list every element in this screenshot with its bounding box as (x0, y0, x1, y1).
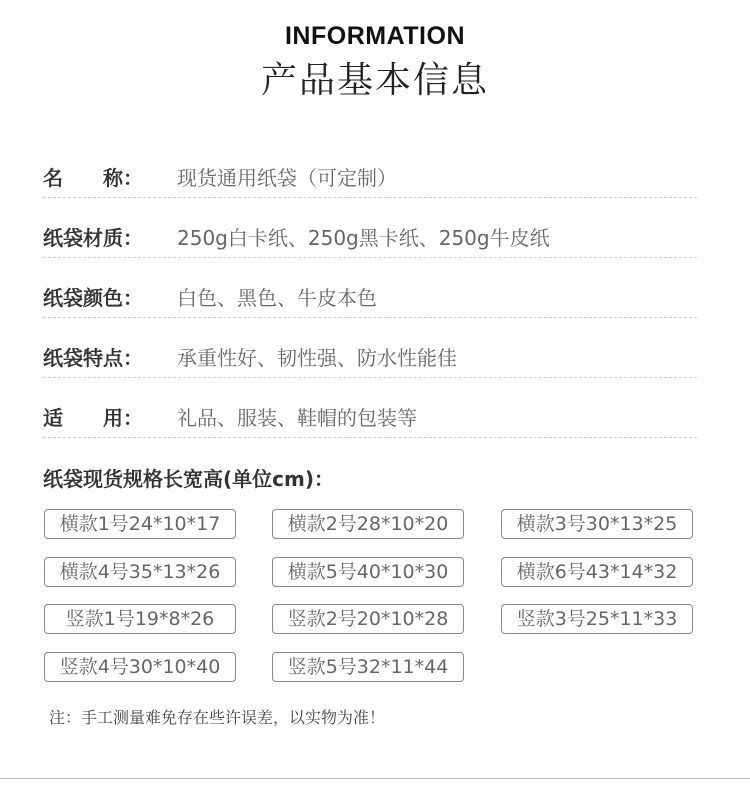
spec-chip: 横款4号35*13*26 (44, 557, 236, 587)
dashed-divider (43, 437, 697, 438)
dashed-divider (43, 317, 697, 318)
info-value: 现货通用纸袋（可定制） (177, 166, 397, 190)
info-value: 礼品、服装、鞋帽的包装等 (177, 406, 417, 430)
info-row-color (43, 274, 697, 318)
title-chinese: 产品基本信息 (260, 60, 489, 101)
spec-chip: 竖款1号19*8*26 (44, 604, 236, 634)
info-row-name (43, 154, 697, 198)
measurement-note: 注：手工测量难免存在些许误差，以实物为准！ (49, 708, 386, 727)
spec-chip: 横款2号28*10*20 (272, 509, 464, 539)
bottom-divider (0, 778, 750, 779)
dashed-divider (43, 257, 697, 258)
info-label: 纸袋材质： (43, 226, 143, 250)
spec-chip: 横款1号24*10*17 (44, 509, 236, 539)
spec-chip: 竖款5号32*11*44 (272, 652, 464, 682)
info-value: 250g白卡纸、250g黑卡纸、250g牛皮纸 (177, 226, 550, 250)
info-row-features (43, 334, 697, 378)
info-value: 白色、黑色、牛皮本色 (177, 286, 377, 310)
info-row-usage (43, 394, 697, 438)
title-english: INFORMATION (284, 22, 465, 50)
spec-title: 纸袋现货规格长宽高(单位cm)： (43, 467, 334, 491)
spec-chip: 竖款4号30*10*40 (44, 652, 236, 682)
info-row-material (43, 214, 697, 258)
info-label: 纸袋颜色： (43, 286, 143, 310)
spec-chip: 竖款3号25*11*33 (501, 604, 693, 634)
spec-chip: 横款3号30*13*25 (501, 509, 693, 539)
spec-chip: 横款6号43*14*32 (501, 557, 693, 587)
dashed-divider (43, 197, 697, 198)
info-label: 纸袋特点： (43, 346, 143, 370)
dashed-divider (43, 377, 697, 378)
info-label: 名 称： (43, 166, 143, 190)
spec-chip: 竖款2号20*10*28 (272, 604, 464, 634)
info-label: 适 用： (43, 406, 143, 430)
info-value: 承重性好、韧性强、防水性能佳 (177, 346, 457, 370)
spec-chip: 横款5号40*10*30 (272, 557, 464, 587)
